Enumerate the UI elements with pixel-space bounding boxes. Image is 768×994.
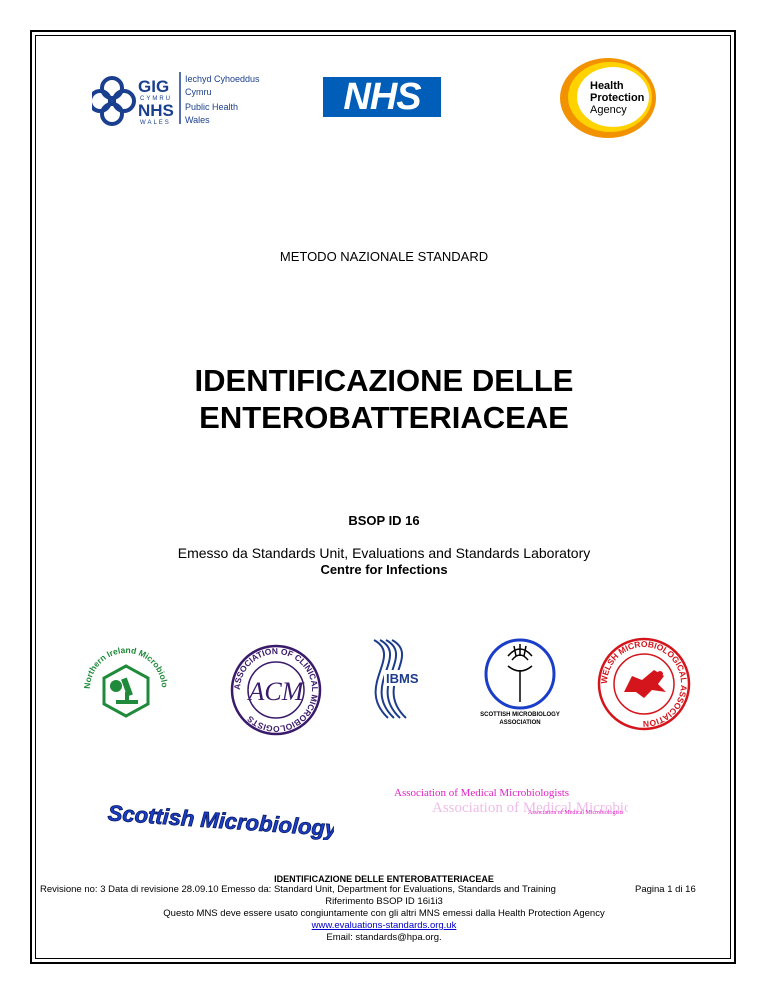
nimf-logo <box>78 634 174 734</box>
phw-knot-icon <box>92 66 292 136</box>
wma-ring-text: WELSH MICROBIOLOGICAL ASSOCIATION <box>598 638 690 730</box>
footer-title: IDENTIFICAZIONE DELLE ENTEROBATTERIACEAE <box>274 874 494 884</box>
ibms-logo <box>364 636 436 722</box>
acm-center-text: ACM <box>248 677 304 706</box>
nhs-small-text: NHS <box>138 101 174 120</box>
cymru-text: CYMRU <box>140 96 172 102</box>
microscope-icon <box>110 678 138 704</box>
sma-line-1: SCOTTISH MICROBIOLOGY <box>480 712 560 718</box>
amm-text-2: Association of Medical Microbio <box>432 800 628 816</box>
sma-line-2: ASSOCIATION <box>499 720 541 726</box>
document-title <box>0 362 768 436</box>
gig-text: GIG <box>138 77 170 96</box>
footer-reference: Riferimento BSOP ID 16i1i3 <box>325 896 443 907</box>
method-label: METODO NAZIONALE STANDARD <box>279 249 489 264</box>
footer-email: Email: standards@hpa.org. <box>326 932 442 943</box>
hpa-line-1: Health <box>590 80 624 92</box>
phw-line-3: Public Health <box>185 102 239 112</box>
thistle-icon <box>508 644 532 702</box>
wales-text: WALES <box>140 120 171 126</box>
title-line-1: IDENTIFICAZIONE DELLE <box>194 363 574 398</box>
title-line-2: ENTEROBATTERIACEAE <box>199 400 569 435</box>
amm-text-1: Association of Medical Microbiologists <box>394 787 570 799</box>
bsop-reference: BSOP ID 16 <box>348 513 420 528</box>
acm-ring-text: ASSOCIATION OF CLINICAL MICROBIOLOGISTS <box>231 645 321 735</box>
hpa-line-2: Protection <box>590 92 645 104</box>
scottish-microbiology-forum-logo <box>104 790 334 840</box>
smf-text: Scottish Microbiology <box>107 800 334 840</box>
phw-line-4: Wales <box>185 115 210 125</box>
phw-line-1: Iechyd Cyhoeddus <box>185 74 260 84</box>
footer-usage: Questo MNS deve essere usato congiuntamente con gli altri MNS emessi dalla Health Protection Agency <box>163 908 605 919</box>
nimf-ring-text: Northern Ireland Microbiolo <box>81 644 171 690</box>
acm-logo <box>228 642 324 738</box>
issuer-text: Emesso da Standards Unit, Evaluations and Standards Laboratory <box>177 545 591 561</box>
hpa-line-3: Agency <box>590 104 627 116</box>
dragon-icon <box>624 670 666 698</box>
scottish-microbiology-association-logo <box>468 636 572 726</box>
association-medical-microbiologists-logo <box>392 774 628 824</box>
website-link[interactable]: www.evaluations-standards.org.uk <box>311 920 457 931</box>
centre-text: Centre for Infections <box>320 562 448 577</box>
health-protection-agency-logo <box>558 55 658 141</box>
footer-revision: Revisione no: 3 Data di revisione 28.09.10 Emesso da: Standard Unit, Department for Evaluations, Standards and Training <box>40 884 556 895</box>
page-number: Pagina 1 di 16 <box>635 884 696 895</box>
amm-text-3: Association of Medical Microbiologists <box>528 810 624 816</box>
welsh-microbiological-association-logo <box>596 636 692 732</box>
public-health-wales-logo <box>92 66 292 136</box>
phw-line-2: Cymru <box>185 87 212 97</box>
ibms-text: IBMS <box>386 671 419 686</box>
nhs-logo: NHS <box>323 77 441 117</box>
